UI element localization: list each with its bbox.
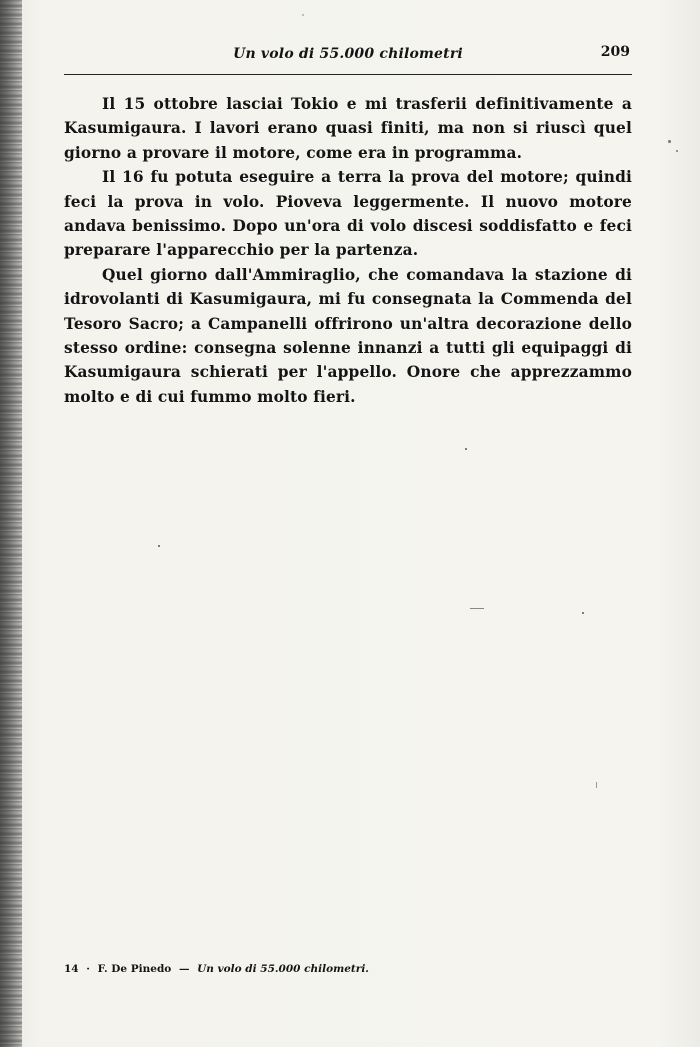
scan-speck [302, 14, 304, 16]
body-text [64, 92, 632, 409]
paragraph-1: Il 15 ottobre lasciai Tokio e mi trasferii definitivamente a Kasumigaura. I lavori erano quasi finiti, ma non si riuscì quel giorno a provare il motore, come era in programma. [64, 95, 632, 162]
footer-book-title: Un volo di 55.000 chilometri. [197, 963, 369, 975]
signature-separator: · [86, 963, 90, 975]
signature-number: 14 [64, 963, 79, 975]
paragraph-3: Quel giorno dall'Ammiraglio, che comandava la stazione di idrovolanti di Kasumigaura, mi fu consegnata la Commenda del Tesoro Sacro; a Campanelli offrirono un'altra decorazione dello stesso ordine: consegna solenne innanzi a tutti gli equipaggi di Kasumigaura schierati per l'appello. Onore che apprezzammo molto e di cui fummo molto fieri. [64, 265, 632, 406]
scan-speck [596, 782, 597, 788]
page-header [64, 40, 632, 75]
footer-dash: — [178, 963, 190, 975]
scan-speck [582, 612, 584, 614]
scan-speck [158, 545, 160, 547]
binding-edge [0, 0, 22, 1047]
running-title: Un volo di 55.000 chilometri [233, 46, 463, 62]
paragraph-2: Il 16 fu potuta eseguire a terra la prova del motore; quindi feci la prova in volo. Pioveva leggermente. Il nuovo motore andava benissimo. Dopo un'ora di volo discesi soddisfatto e feci preparare l'apparecchio per la partenza. [64, 168, 632, 260]
footer-signature [64, 963, 369, 975]
scan-speck [465, 448, 467, 450]
scan-speck [676, 150, 678, 152]
page-number: 209 [600, 44, 630, 60]
author-name: F. De Pinedo [97, 963, 172, 975]
scan-speck [668, 140, 671, 143]
scan-speck [470, 608, 484, 609]
